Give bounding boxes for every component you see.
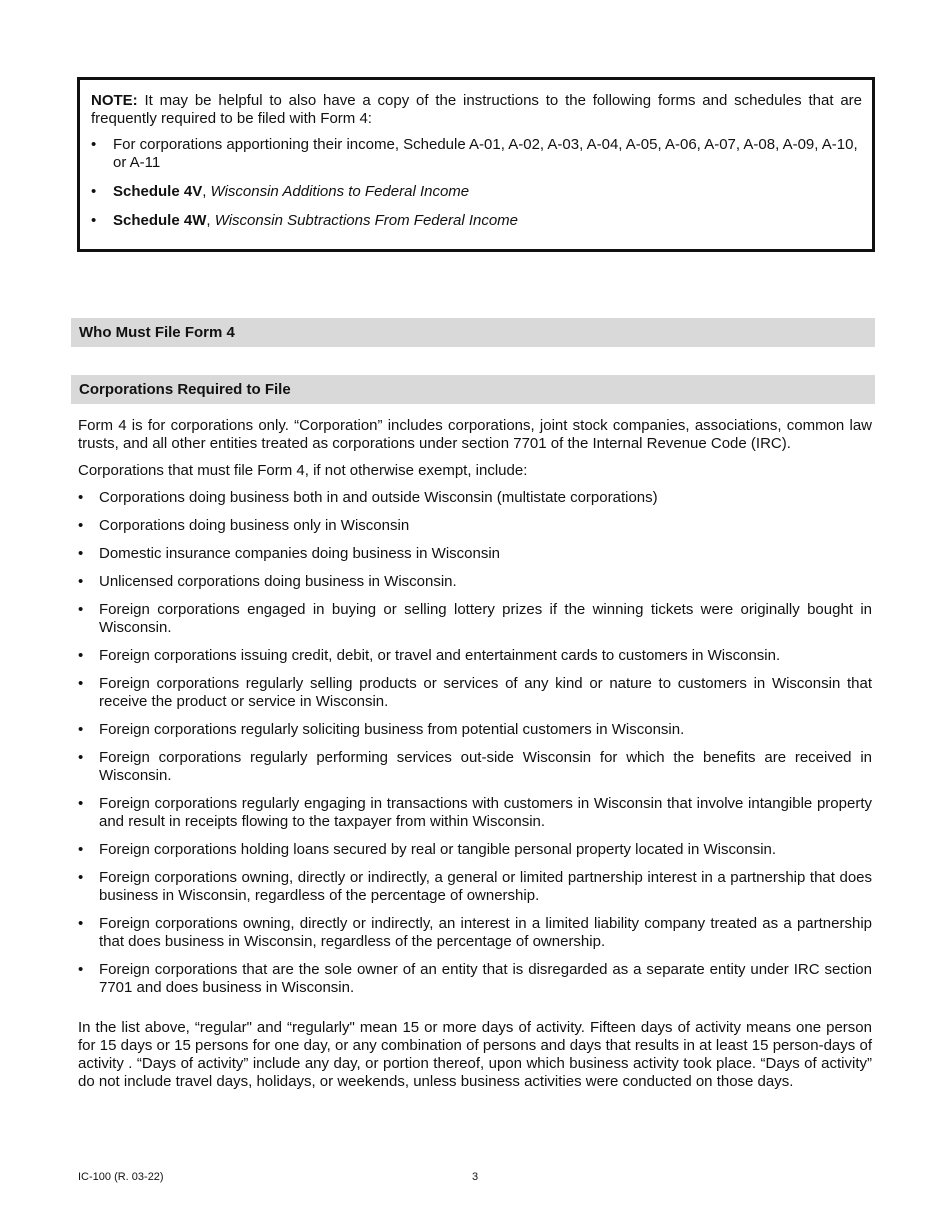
list-item-text: Domestic insurance companies doing business in Wisconsin [99,545,501,562]
list-item-text: Foreign corporations engaged in buying or selling lottery prizes if the winning tickets were originally bought in Wisconsin. [99,601,872,636]
list-item-text: Foreign corporations regularly engaging in transactions with customers in Wisconsin that involve intangible property and result in receipts flowing to the taxpayer from within Wisconsin. [99,795,872,830]
list-item [78,749,872,785]
section-heading-who-must-file: Who Must File Form 4 [71,318,875,347]
note-intro [91,92,862,128]
bullet-icon: • [78,749,84,766]
list-item [78,647,872,665]
list-item [78,517,872,535]
list-item-text: Foreign corporations issuing credit, debit, or travel and entertainment cards to customers in Wisconsin. [99,647,781,664]
list-item [78,795,872,831]
schedule-title: Wisconsin Subtractions From Federal Income [214,212,519,229]
bullet-icon: • [78,721,84,738]
list-item-text: Foreign corporations that are the sole owner of an entity that is disregarded as a separate entity under IRC section 7701 and does business in Wisconsin. [99,961,872,996]
list-item [78,601,872,637]
list-item [78,869,872,905]
list-item-text: Foreign corporations regularly selling products or services of any kind or nature to customers in Wisconsin that receive the product or service in Wisconsin. [99,675,872,710]
note-box [77,77,875,252]
list-item [78,721,872,739]
schedule-name: Schedule 4V [113,183,203,200]
list-item-text: Foreign corporations holding loans secured by real or tangible personal property located in Wisconsin. [99,841,777,858]
corporation-list [78,489,872,1007]
section-heading-corporations-required: Corporations Required to File [71,375,875,404]
page-number: 3 [472,1171,479,1183]
bullet-icon: • [78,601,84,618]
separator: , [202,183,211,200]
regular-definition-paragraph: In the list above, “regular" and “regularly" mean 15 or more days of activity. Fifteen days of activity means one person for 15 days or 15 persons for one day, or any combination of persons and days that results in at least 15 person-days of activity . “Days of activity” include any day, or portion thereof, upon which business activity took place. “Days of activity” do not include travel days, holidays, or weekends, unless business activities were conducted on those days. [78,1019,872,1090]
list-item [78,675,872,711]
list-item [78,489,872,507]
bullet-icon: • [78,841,84,858]
note-item [91,183,862,201]
bullet-icon: • [78,517,84,534]
list-item [78,961,872,997]
list-item-text: Foreign corporations regularly soliciting business from potential customers in Wisconsin. [99,721,685,738]
schedule-name: Schedule 4W [113,212,207,229]
list-item-text: Unlicensed corporations doing business in Wisconsin. [99,573,457,590]
bullet-icon: • [78,915,84,932]
note-item [91,212,862,230]
bullet-icon: • [78,869,84,886]
list-item-text: Corporations doing business only in Wisconsin [99,517,410,534]
list-item-text: Corporations doing business both in and outside Wisconsin (multistate corporations) [99,489,658,506]
note-intro-text: It may be helpful to also have a copy of the instructions to the following forms and schedules that are frequently required to be filed with Form 4: [91,92,862,127]
bullet-icon: • [78,647,84,664]
list-item [78,545,872,563]
list-item-text: Foreign corporations owning, directly or indirectly, an interest in a limited liability company treated as a partnership that does business in Wisconsin, regardless of the percentage of ownership. [99,915,872,950]
bullet-icon: • [78,545,84,562]
bullet-icon: • [78,489,84,506]
bullet-icon: • [78,961,84,978]
list-item-text: Foreign corporations regularly performing services out-side Wisconsin for which the benefits are received in Wisconsin. [99,749,872,784]
separator: , [206,212,215,229]
list-item-text: Foreign corporations owning, directly or indirectly, a general or limited partnership interest in a partnership that does business in Wisconsin, regardless of the percentage of ownership. [99,869,872,904]
note-item-text: For corporations apportioning their income, Schedule A-01, A-02, A-03, A-04, A-05, A-06, A-07, A-08, A-09, A-10, or A-11 [113,136,858,171]
note-list [91,136,862,230]
bullet-icon: • [78,675,84,692]
list-intro: Corporations that must file Form 4, if not otherwise exempt, include: [78,462,528,479]
bullet-icon: • [91,212,97,229]
definition-paragraph: Form 4 is for corporations only. “Corporation” includes corporations, joint stock companies, associations, common law trusts, and all other entities treated as corporations under section 7701 of the Internal Revenue Code (IRC). [78,417,872,452]
bullet-icon: • [78,795,84,812]
note-item [91,136,862,172]
bullet-icon: • [91,183,97,200]
schedule-title: Wisconsin Additions to Federal Income [210,183,470,200]
list-item [78,915,872,951]
note-label: NOTE: [91,92,138,109]
list-item [78,841,872,859]
bullet-icon: • [78,573,84,590]
form-id: IC-100 (R. 03-22) [78,1171,164,1183]
list-item [78,573,872,591]
bullet-icon: • [91,136,97,153]
